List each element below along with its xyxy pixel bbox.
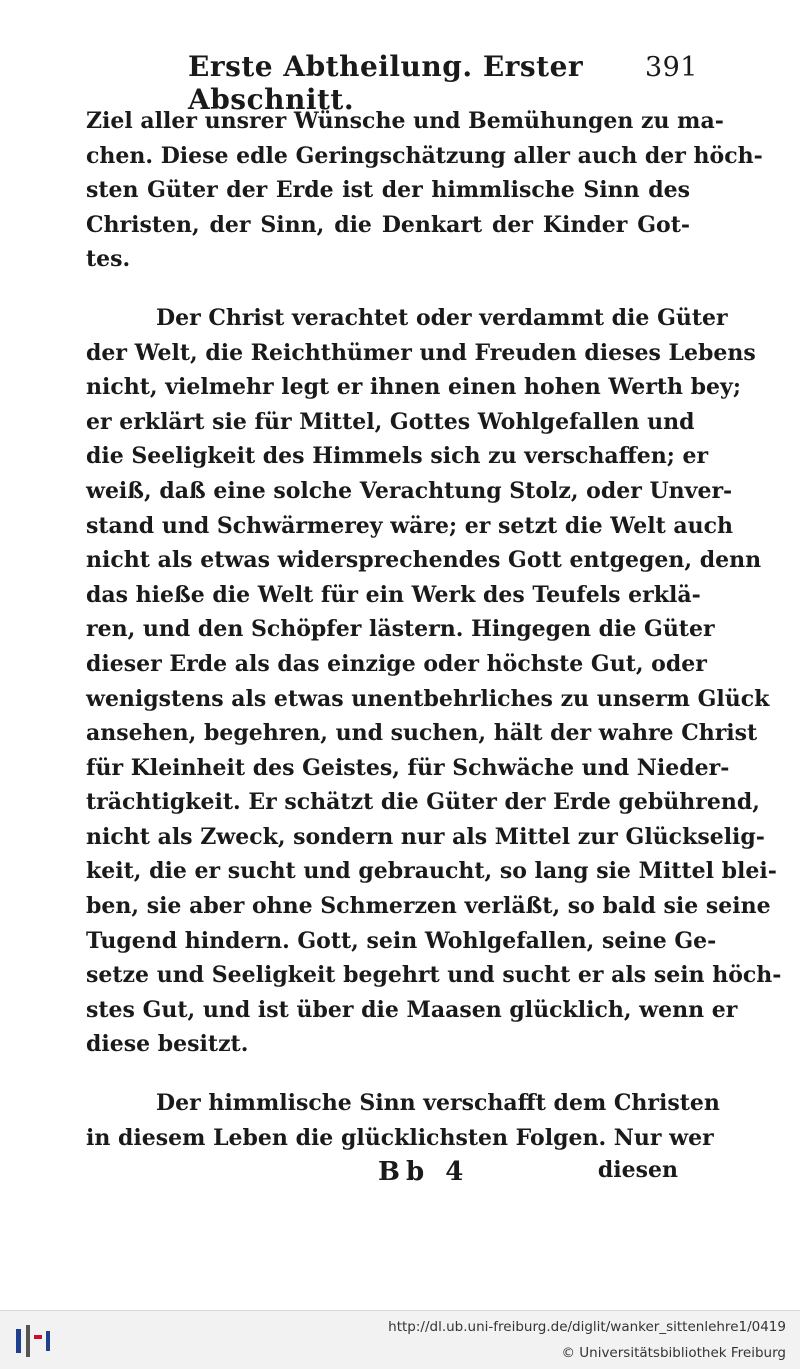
- text-line: für Kleinheit des Geistes, für Schwäche und Nieder-: [86, 754, 730, 781]
- paragraph-gap: [86, 1062, 690, 1086]
- text-line: ansehen, begehren, und suchen, hält der wahre Christ: [86, 720, 758, 747]
- text-line: tes.: [86, 246, 131, 273]
- page-number: 391: [644, 52, 698, 83]
- text-line: stand und Schwärmerey wäre; er setzt die Welt auch: [86, 512, 734, 539]
- text-line: weiß, daß eine solche Verachtung Stolz, oder Unver-: [86, 477, 733, 504]
- body-text: [86, 104, 782, 1155]
- text-line: der Welt, die Reichthümer und Freuden dieses Lebens: [86, 339, 756, 366]
- text-line: chen. Diese edle Geringschätzung aller auch der höch-: [86, 142, 763, 169]
- text-line: setze und Seeligkeit begehrt und sucht er als sein höch-: [86, 962, 782, 989]
- text-line: ben, sie aber ohne Schmerzen verläßt, so bald sie seine: [86, 893, 771, 920]
- text-line: sten Güter der Erde ist der himmlische Sinn des: [86, 177, 690, 204]
- text-line: Christen, der Sinn, die Denkart der Kinder Got-: [86, 211, 690, 238]
- text-line: nicht als etwas widersprechendes Gott entgegen, denn: [86, 547, 762, 574]
- text-line: er erklärt sie für Mittel, Gottes Wohlgefallen und: [86, 408, 695, 435]
- text-line: Der himmlische Sinn verschafft dem Christen: [156, 1090, 720, 1117]
- text-line: das hieße die Welt für ein Werk des Teufels erklä-: [86, 581, 701, 608]
- permalink-url[interactable]: http://dl.ub.uni-freiburg.de/diglit/wanker_sittenlehre1/0419: [388, 1319, 786, 1335]
- paragraph-gap: [86, 277, 690, 301]
- footer-bar: [0, 1310, 800, 1369]
- text-line: die Seeligkeit des Himmels sich zu verschaffen; er: [86, 443, 709, 470]
- text-line: dieser Erde als das einzige oder höchste Gut, oder: [86, 650, 707, 677]
- copyright-notice: © Universitätsbibliothek Freiburg: [561, 1345, 786, 1361]
- header-title: Erste Abtheilung. Erster Abschnitt.: [188, 50, 584, 116]
- text-line: nicht, vielmehr legt er ihnen einen hohen Werth bey;: [86, 374, 741, 401]
- signature-mark: Bb 4: [378, 1157, 470, 1187]
- text-line: trächtigkeit. Er schätzt die Güter der Erde gebührend,: [86, 789, 760, 816]
- running-header: [188, 46, 698, 116]
- text-line: ren, und den Schöpfer lästern. Hingegen die Güter: [86, 616, 715, 643]
- text-line: wenigstens als etwas unentbehrliches zu unserm Glück: [86, 685, 770, 712]
- ub-freiburg-logo-icon: [10, 1321, 54, 1361]
- text-line: Tugend hindern. Gott, sein Wohlgefallen, seine Ge-: [86, 927, 717, 954]
- catchword: diesen: [597, 1157, 678, 1183]
- text-line: Ziel aller unsrer Wünsche und Bemühungen zu ma-: [86, 108, 724, 134]
- text-line: Der Christ verachtet oder verdammt die Güter: [156, 304, 728, 331]
- text-line: in diesem Leben die glücklichsten Folgen. Nur wer: [86, 1124, 714, 1151]
- text-line: nicht als Zweck, sondern nur als Mittel zur Glückselig-: [86, 823, 765, 850]
- text-line: stes Gut, und ist über die Maasen glücklich, wenn er: [86, 996, 738, 1023]
- text-line: keit, die er sucht und gebraucht, so lang sie Mittel blei-: [86, 858, 777, 885]
- text-line: diese besitzt.: [86, 1031, 249, 1058]
